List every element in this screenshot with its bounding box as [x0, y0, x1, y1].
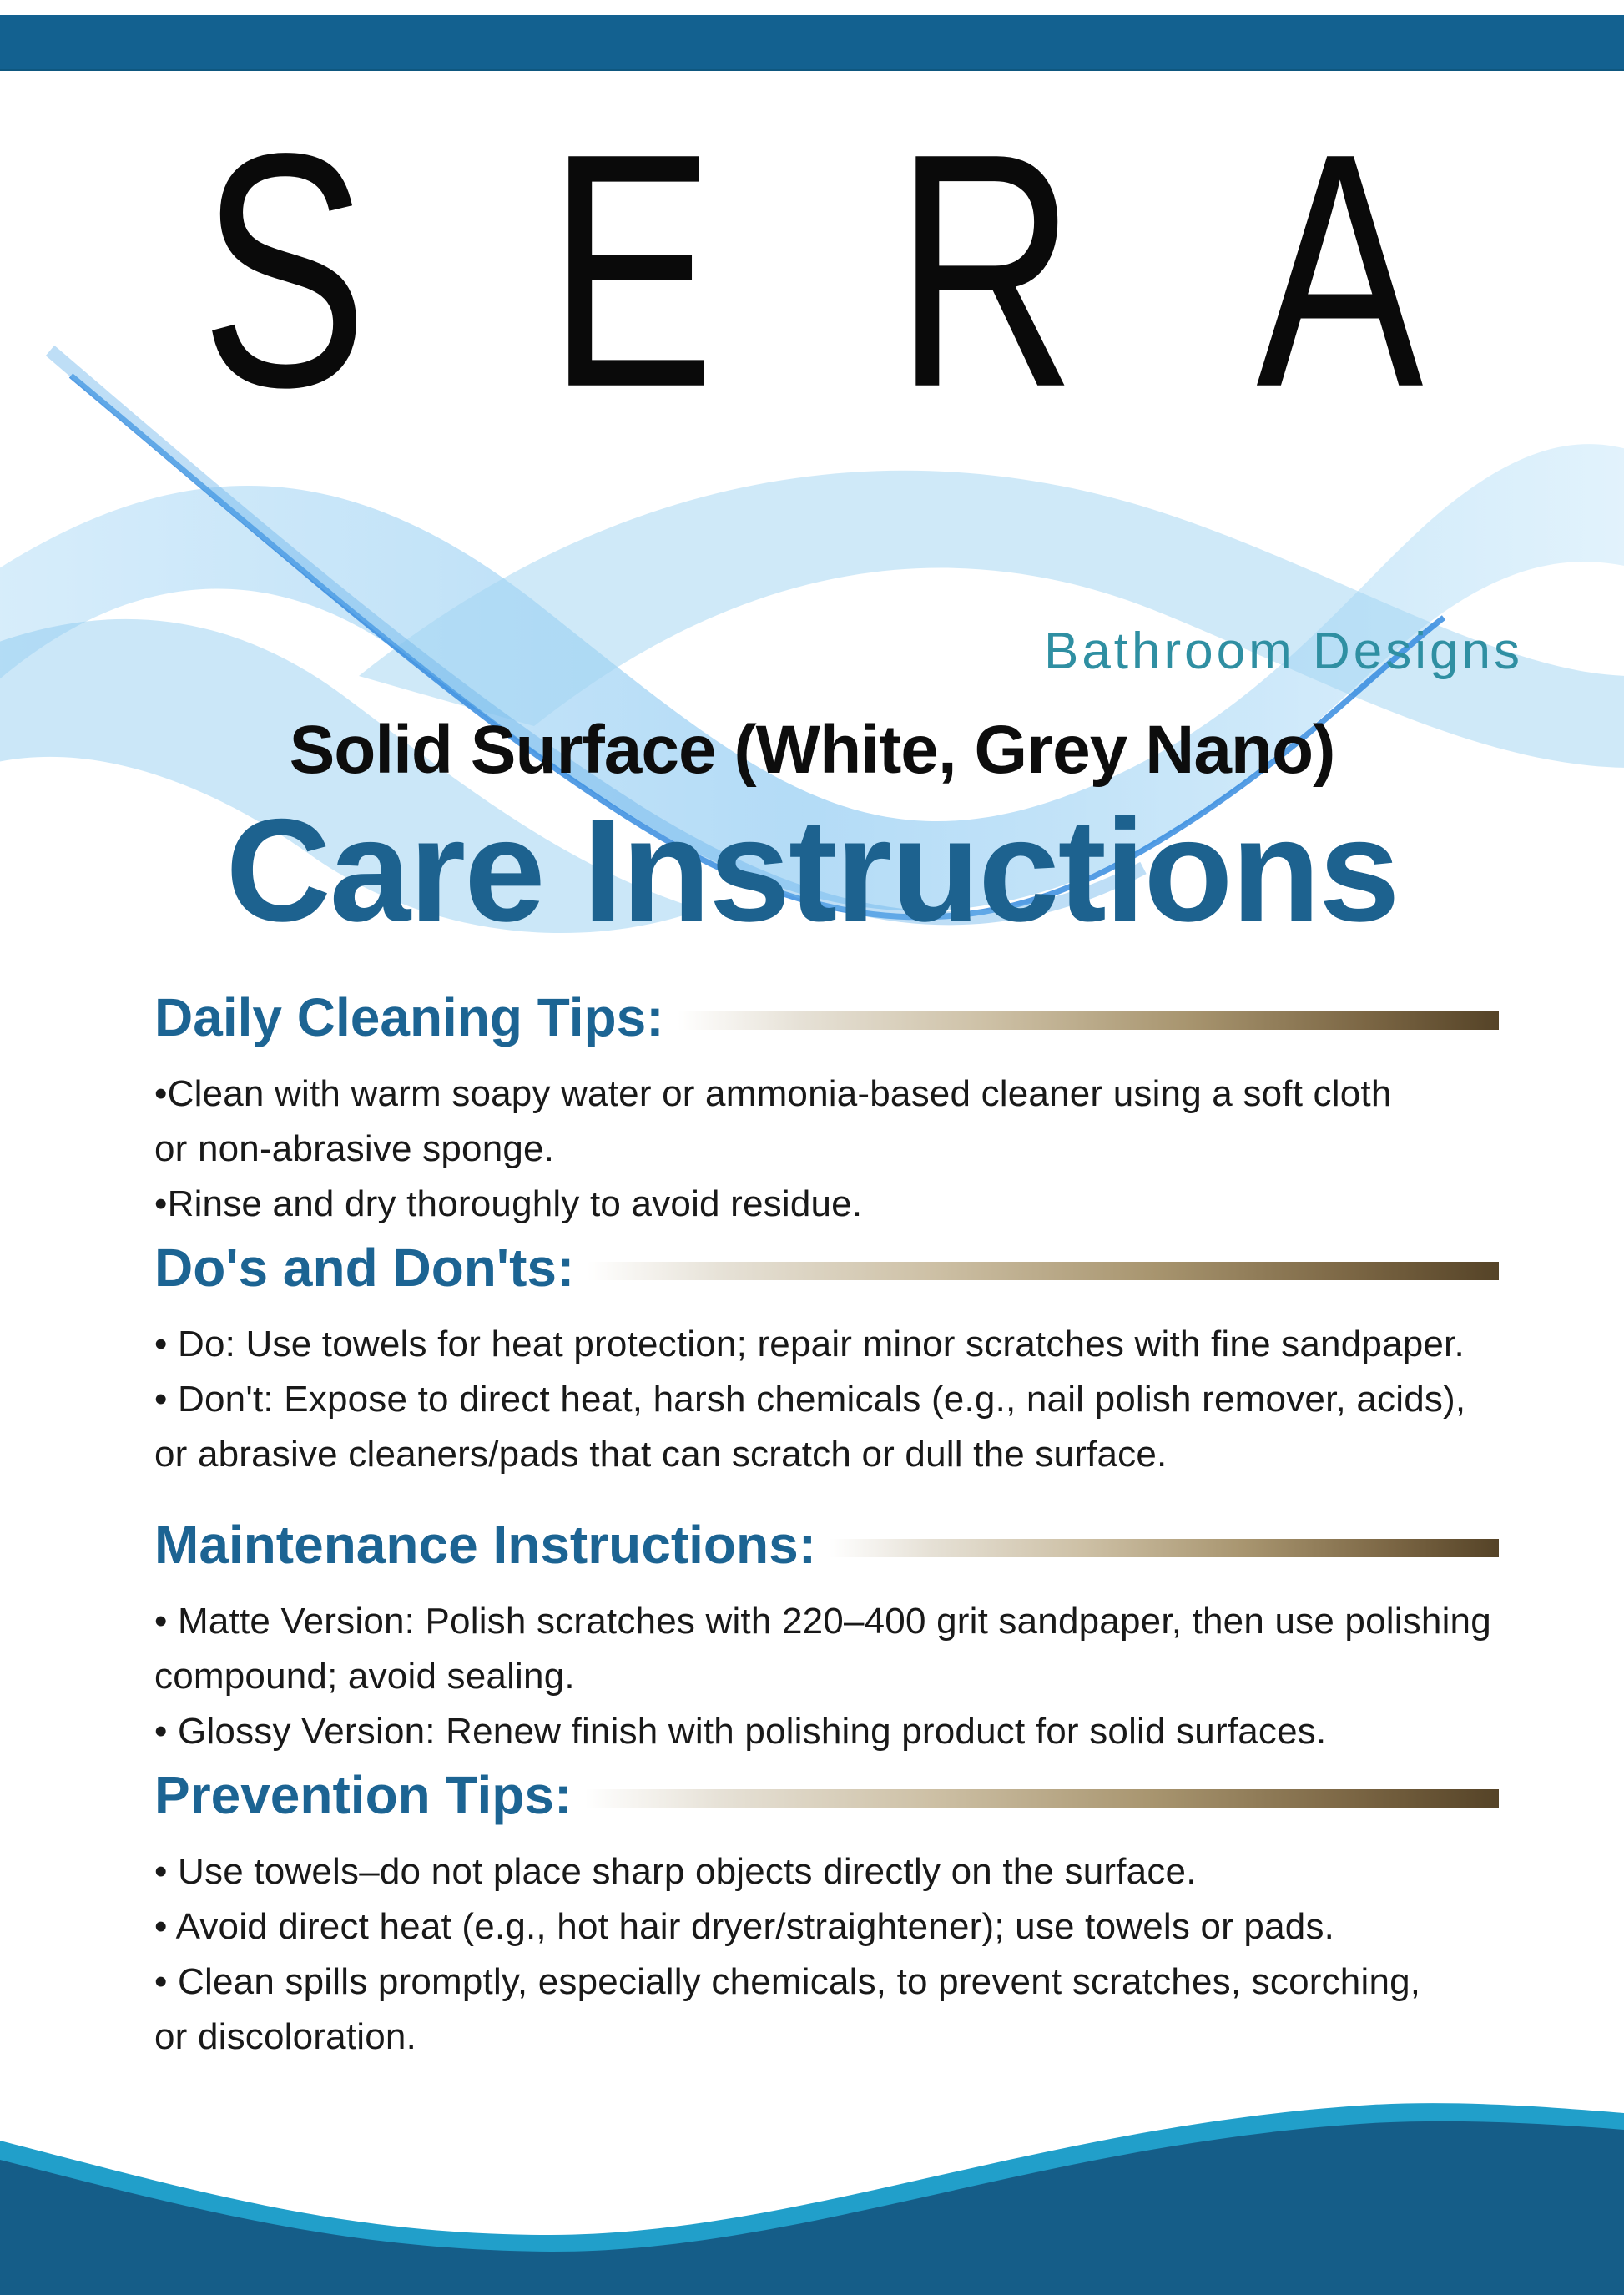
heading-gradient-rule	[678, 1011, 1500, 1030]
top-accent-bar	[0, 15, 1624, 71]
section-heading: Maintenance Instructions:	[154, 1515, 816, 1575]
bullet-line: • Avoid direct heat (e.g., hot hair dryer/straightener); use towels or pads.	[154, 1906, 1335, 1947]
section-heading-row	[154, 1235, 1499, 1300]
brand-logo-text: SERA	[200, 83, 1604, 456]
heading-gradient-rule	[585, 1789, 1499, 1808]
bullet-line: • Matte Version: Polish scratches with 220–400 grit sandpaper, then use polishing	[154, 1601, 1491, 1642]
section-heading-row	[154, 1763, 1499, 1828]
footer-wave-graphic	[0, 2070, 1624, 2295]
section-body	[154, 1844, 1499, 2065]
bullet-line: • Don't: Expose to direct heat, harsh chemicals (e.g., nail polish remover, acids),	[154, 1379, 1466, 1420]
page-title: Care Instructions	[225, 789, 1399, 952]
bullet-line: • Clean spills promptly, especially chemicals, to prevent scratches, scorching,	[154, 1961, 1421, 2002]
bullet-line: or abrasive cleaners/pads that can scratch or dull the surface.	[154, 1434, 1168, 1475]
section-heading-row	[154, 985, 1499, 1050]
bullet-line: • Glossy Version: Renew finish with polishing product for solid surfaces.	[154, 1711, 1327, 1752]
section-body	[154, 1067, 1499, 1232]
bullet-line: compound; avoid sealing.	[154, 1656, 575, 1697]
bullet-line: •Clean with warm soapy water or ammonia-based cleaner using a soft cloth	[154, 1073, 1392, 1114]
heading-gradient-rule	[830, 1539, 1499, 1557]
bullet-line: or discoloration.	[154, 2016, 416, 2057]
bullet-line: or non-abrasive sponge.	[154, 1128, 555, 1169]
bullet-line: • Do: Use towels for heat protection; repair minor scratches with fine sandpaper.	[154, 1324, 1465, 1364]
section-maintenance-instructions	[0, 1512, 1624, 1759]
brand-tagline: Bathroom Designs	[1043, 623, 1523, 680]
section-body	[154, 1594, 1499, 1759]
product-subtitle: Solid Surface (White, Grey Nano)	[289, 712, 1335, 788]
heading-gradient-rule	[588, 1262, 1499, 1280]
section-heading: Prevention Tips:	[154, 1765, 572, 1825]
bullet-line: • Use towels–do not place sharp objects directly on the surface.	[154, 1851, 1197, 1892]
section-dos-and-donts	[0, 1235, 1624, 1482]
section-daily-cleaning-tips	[0, 985, 1624, 1232]
section-body	[154, 1317, 1499, 1482]
bullet-line: •Rinse and dry thoroughly to avoid residue.	[154, 1183, 863, 1224]
section-heading-row	[154, 1512, 1499, 1577]
section-heading: Daily Cleaning Tips:	[154, 987, 664, 1047]
section-heading: Do's and Don'ts:	[154, 1238, 575, 1298]
section-prevention-tips	[0, 1763, 1624, 2065]
